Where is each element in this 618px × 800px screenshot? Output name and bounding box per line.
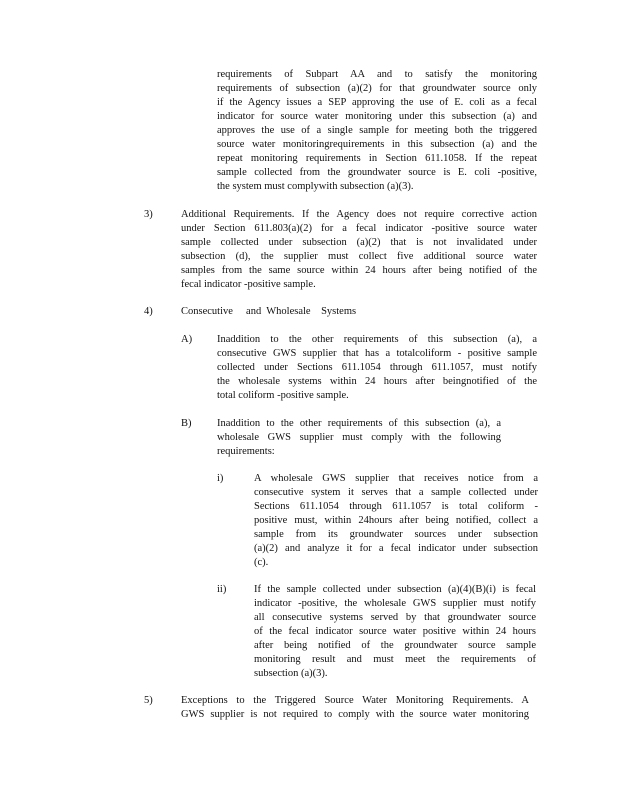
text-line: Additional Requirements. If the Agency does not require corrective action xyxy=(181,209,537,220)
text-line: Sections 611.1054 through 611.1057 is total coliform - xyxy=(254,501,538,512)
item-5-label: 5) xyxy=(144,695,153,706)
item-a-label: A) xyxy=(181,334,193,345)
text-line: total coliform -positive sample. xyxy=(217,390,349,401)
text-line: wholesale GWS supplier must comply with the following xyxy=(217,432,501,443)
text-line: monitoring result and must meet the requirements of xyxy=(254,654,536,665)
text-line: fecal indicator -positive sample. xyxy=(181,279,316,290)
text-line: subsection (d), the supplier must collect five additional source water xyxy=(181,251,537,262)
continuation-paragraph xyxy=(217,68,537,194)
text-line: requirements: xyxy=(217,446,275,457)
text-line: GWS supplier is not required to comply with the source water monitoring xyxy=(181,709,529,720)
text-line: Inaddition to the other requirements of this subsection (a), a xyxy=(217,418,501,429)
text-line: subsection (a)(3). xyxy=(254,668,328,679)
text-line: of the fecal indicator source water positive within 24 hours xyxy=(254,626,536,637)
text-line: consecutive GWS supplier that has a totalcoliform - positive sample xyxy=(217,348,537,359)
text-line: if the Agency issues a SEP approving the use of E. coli as a fecal xyxy=(217,97,537,108)
text-line: after being notified of the groundwater source sample xyxy=(254,640,536,651)
text-line: indicator -positive, the wholesale GWS supplier must notify xyxy=(254,598,536,609)
text-line: sample from its groundwater sources under subsection xyxy=(254,529,538,540)
text-line: under Section 611.803(a)(2) for a fecal indicator -positive source water xyxy=(181,223,537,234)
item-a-paragraph xyxy=(217,333,537,403)
item-3-label: 3) xyxy=(144,209,153,220)
item-b-i-paragraph xyxy=(254,472,538,570)
item-b-ii-paragraph xyxy=(254,583,536,681)
text-line: the system must complywith subsection (a)(3). xyxy=(217,181,414,192)
item-4-heading: Consecutive and Wholesale Systems xyxy=(181,306,357,317)
text-line: sample collected under subsection (a)(2) that is not invalidated under xyxy=(181,237,537,248)
text-line: repeat monitoring requirements in Section 611.1058. If the repeat xyxy=(217,153,537,164)
text-line: (c). xyxy=(254,557,269,568)
text-line: positive must, within 24hours after being notified, collect a xyxy=(254,515,538,526)
text-line: consecutive system it serves that a sample collected under xyxy=(254,487,538,498)
text-line: approves the use of a single sample for meeting both the triggered xyxy=(217,125,537,136)
text-line: indicator for source water monitoring under this subsection (a) and xyxy=(217,111,537,122)
item-3-paragraph xyxy=(181,208,537,292)
text-line: Exceptions to the Triggered Source Water Monitoring Requirements. A xyxy=(181,695,529,706)
text-line: sample collected from the groundwater source is E. coli -positive, xyxy=(217,167,537,178)
item-4-label: 4) xyxy=(144,306,153,317)
text-line: requirements of subsection (a)(2) for that groundwater source only xyxy=(217,83,537,94)
item-b-i-label: i) xyxy=(217,473,224,484)
item-5-paragraph xyxy=(181,694,529,722)
text-line: Inaddition to the other requirements of this subsection (a), a xyxy=(217,334,537,345)
text-line: samples from the same source within 24 hours after being notified of the xyxy=(181,265,537,276)
text-line: the wholesale systems within 24 hours after beingnotified of the xyxy=(217,376,537,387)
item-b-paragraph xyxy=(217,417,501,459)
text-line: source water monitoringrequirements in this subsection (a) and the xyxy=(217,139,537,150)
item-b-label: B) xyxy=(181,418,192,429)
text-line: A wholesale GWS supplier that receives notice from a xyxy=(254,473,538,484)
text-line: collected under Sections 611.1054 through 611.1057, must notify xyxy=(217,362,537,373)
item-b-ii-label: ii) xyxy=(217,584,227,595)
text-line: If the sample collected under subsection (a)(4)(B)(i) is fecal xyxy=(254,584,536,595)
text-line: all consecutive systems served by that groundwater source xyxy=(254,612,536,623)
text-line: requirements of Subpart AA and to satisfy the monitoring xyxy=(217,69,537,80)
text-line: (a)(2) and analyze it for a fecal indicator under subsection xyxy=(254,543,538,554)
